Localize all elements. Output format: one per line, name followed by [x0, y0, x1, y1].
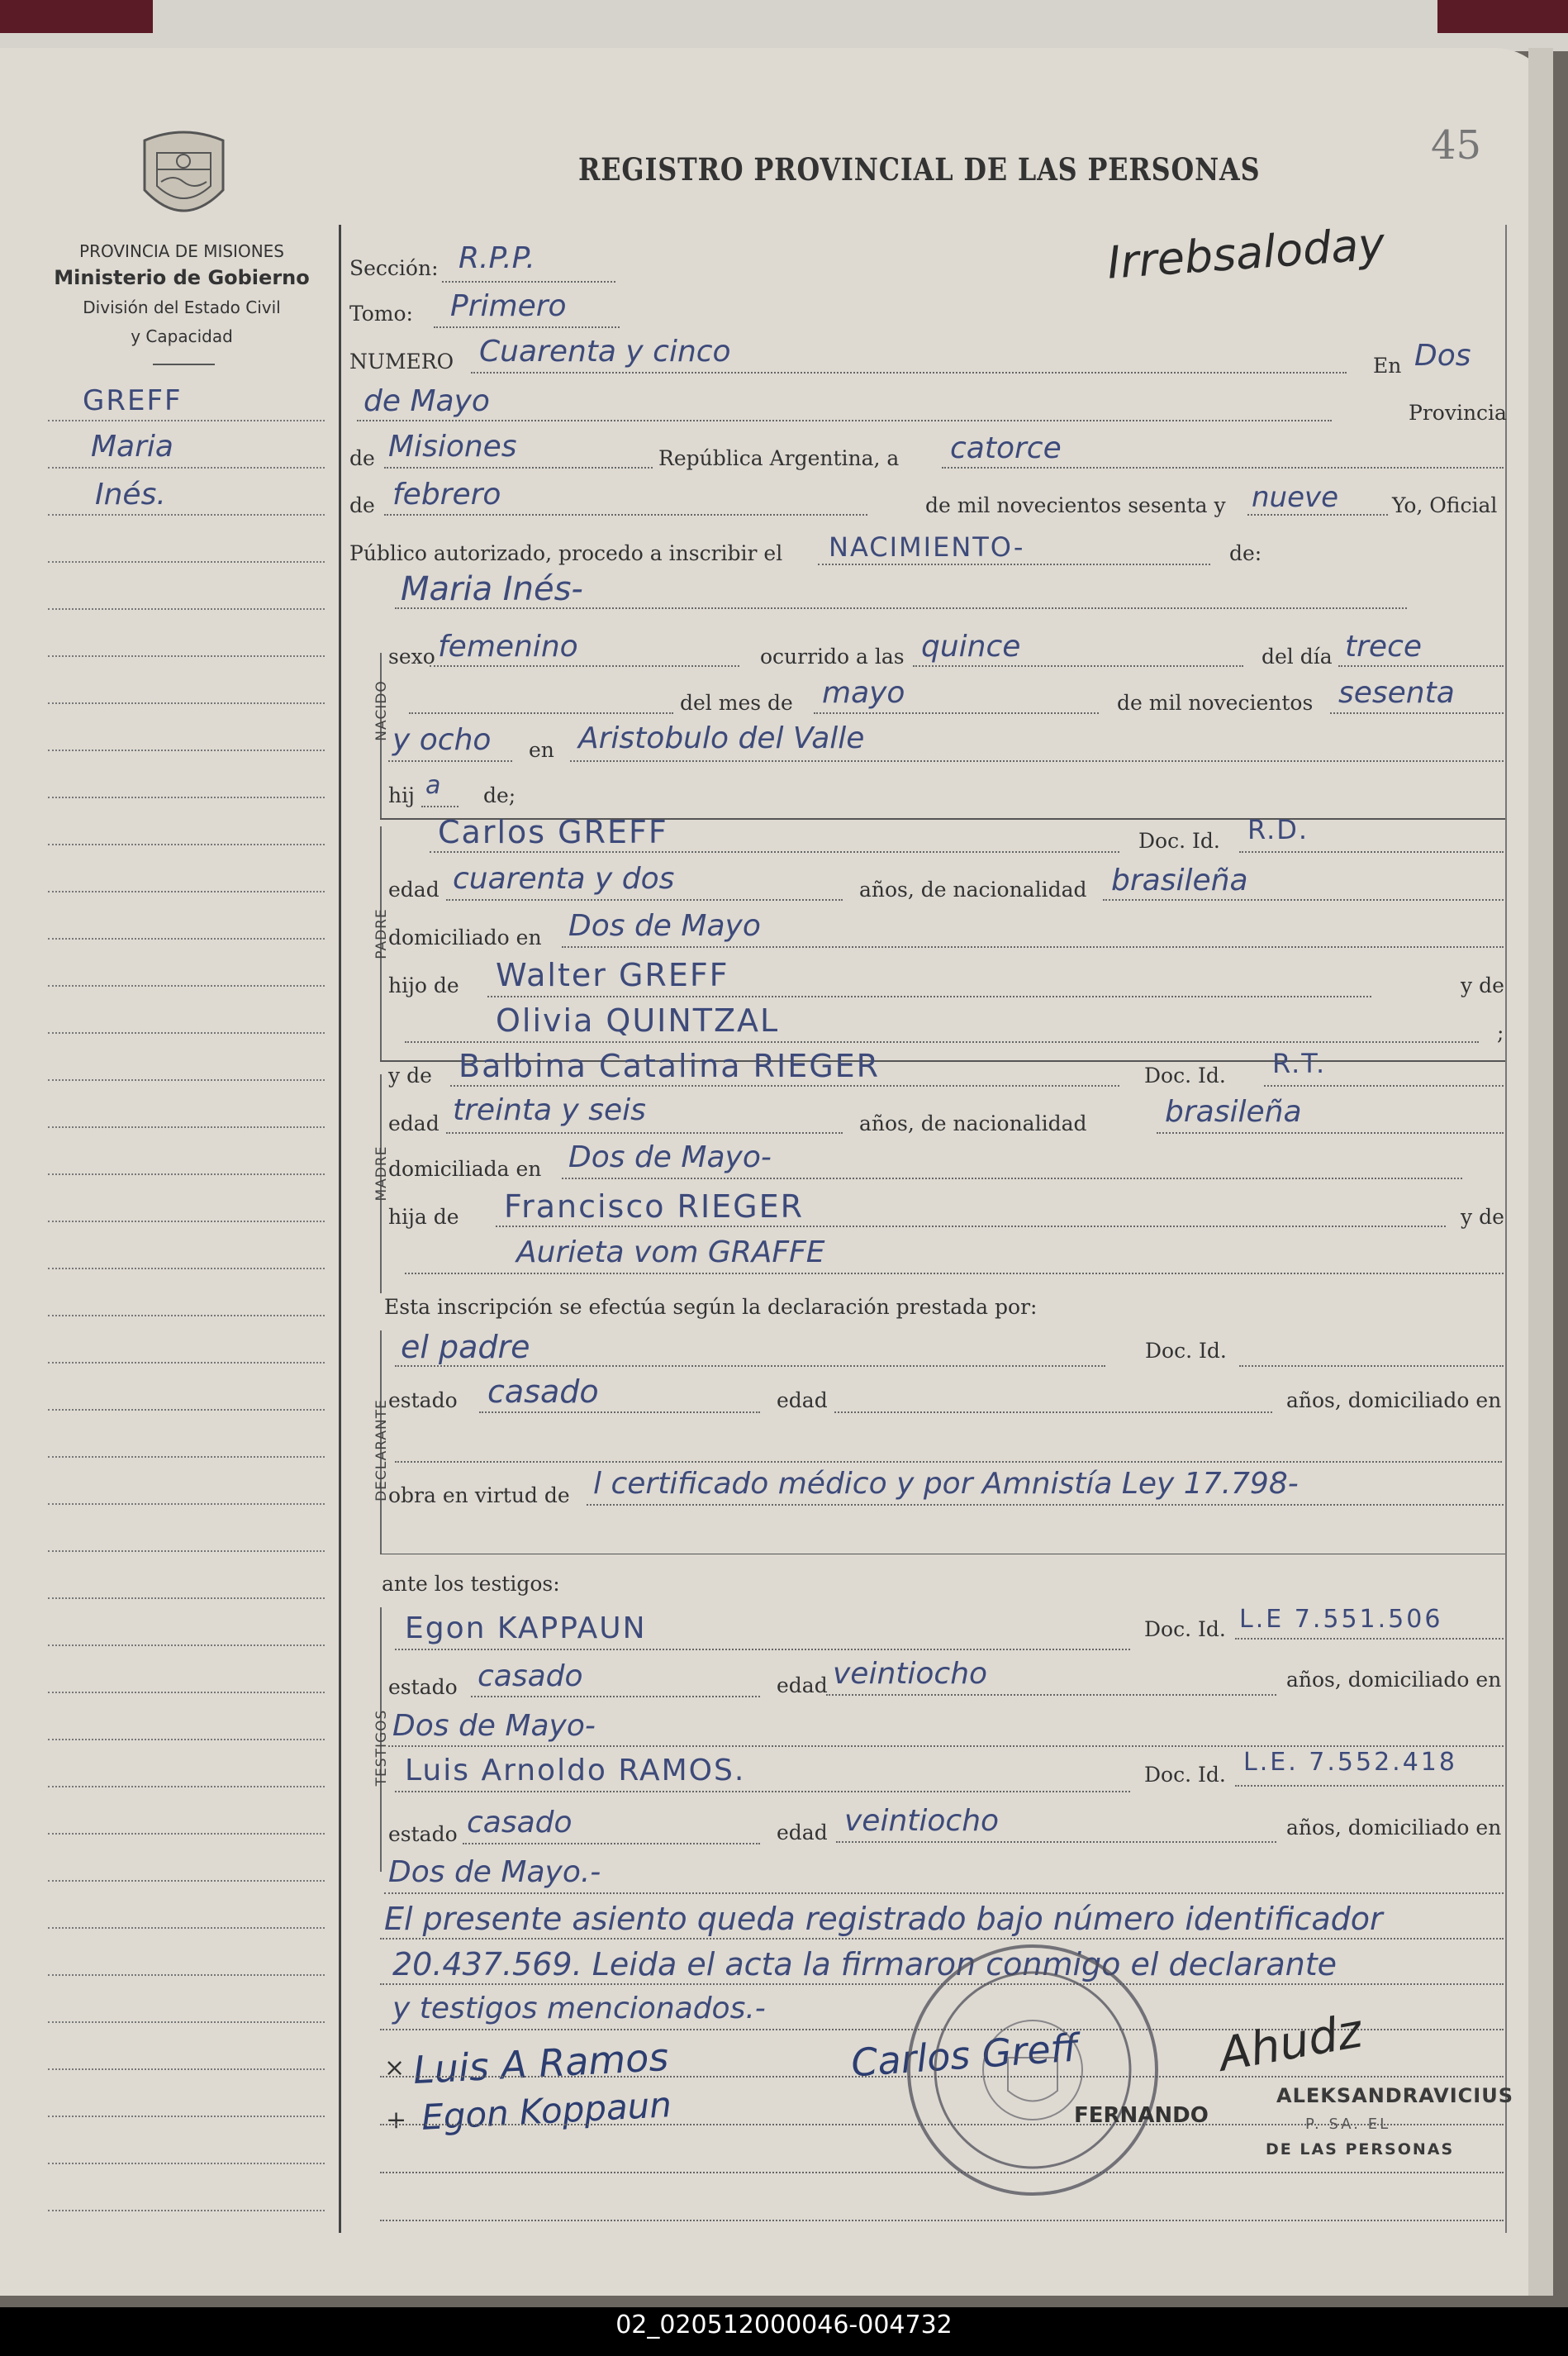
- field-line: [388, 1745, 1504, 1747]
- field-line: [1235, 1638, 1504, 1640]
- margin-line: [48, 467, 325, 469]
- hij-value: a: [425, 771, 441, 800]
- dia-value: catorce: [950, 431, 1062, 465]
- anio-value: nueve: [1252, 481, 1339, 514]
- madre-domicilio: Dos de Mayo-: [568, 1140, 772, 1174]
- field-line: [1157, 1132, 1504, 1134]
- hij-label: hij: [388, 783, 415, 807]
- testigo2-edad-label: edad: [777, 1821, 828, 1844]
- de-label: de: [349, 446, 375, 470]
- declarante-estado-label: estado: [388, 1388, 458, 1412]
- header-rule: [153, 364, 215, 365]
- margin-line: [48, 1692, 325, 1693]
- margin-line: [48, 1927, 325, 1929]
- field-line: [405, 1041, 1479, 1043]
- acto-value: NACIMIENTO-: [829, 531, 1025, 563]
- del-mes-label: del mes de: [680, 691, 793, 715]
- ministry-heading: Ministerio de Gobierno: [54, 266, 310, 289]
- nacido-nombre: Maria Inés-: [401, 570, 583, 608]
- anio-value-2: y ocho: [392, 723, 492, 757]
- field-line: [409, 712, 673, 714]
- signature-egon: Egon Koppaun: [420, 2084, 672, 2138]
- book-cover-edge: [0, 0, 153, 33]
- signature-luis-ramos: Luis A Ramos: [411, 2034, 670, 2093]
- scan-id: 02_020512000046-004732: [615, 2311, 953, 2339]
- field-line: [395, 1365, 1105, 1367]
- declarante-domicilio-label: años, domiciliado en: [1286, 1388, 1502, 1412]
- madre-madre: Aurieta vom GRAFFE: [516, 1235, 825, 1269]
- field-line: [826, 1694, 1276, 1696]
- field-line: [442, 281, 615, 283]
- margin-line: [48, 1032, 325, 1034]
- field-line: [395, 607, 1407, 609]
- field-line: [430, 851, 1119, 853]
- numero-label: NUMERO: [349, 350, 454, 374]
- field-line: [395, 1649, 1130, 1650]
- signature-cross: +: [386, 2106, 407, 2135]
- madre-nacionalidad-label: años, de nacionalidad: [859, 1111, 1087, 1135]
- margin-line: [48, 844, 325, 845]
- mes-value: mayo: [822, 676, 905, 710]
- testigo2-domicilio-label: años, domiciliado en: [1286, 1816, 1502, 1840]
- main-frame-right: [1505, 225, 1507, 2233]
- field-line: [1330, 712, 1504, 714]
- margin-line: [48, 1503, 325, 1505]
- margin-line: [48, 1079, 325, 1081]
- field-line: [421, 806, 459, 807]
- en-value: Dos: [1414, 339, 1471, 373]
- margin-line: [48, 1268, 325, 1269]
- testigo1-nombre: Egon KAPPAUN: [405, 1611, 647, 1645]
- section-madre: MADRE: [373, 1145, 390, 1202]
- registrar-signature: Irrebsaloday: [1105, 217, 1387, 289]
- field-line: [446, 899, 843, 901]
- hij-de-label: de;: [483, 783, 516, 807]
- declarante-nombre: el padre: [401, 1329, 530, 1365]
- field-line: [1103, 899, 1504, 901]
- page-number: 45: [1431, 122, 1482, 169]
- padre-hijo-label: hijo de: [388, 973, 459, 997]
- field-line: [1239, 851, 1504, 853]
- field-line: [570, 760, 1504, 762]
- field-line: [384, 514, 867, 516]
- field-line: [942, 467, 1504, 469]
- closing-line-1: El presente asiento queda registrado bajo número identificador: [384, 1901, 1383, 1937]
- margin-line: [48, 797, 325, 798]
- division-heading: División del Estado Civil: [83, 297, 281, 317]
- official-seal-icon: [896, 1934, 1169, 2206]
- margin-line: [48, 985, 325, 987]
- main-frame-left: [339, 225, 341, 2233]
- field-line: [818, 564, 1210, 565]
- province-heading: PROVINCIA DE MISIONES: [79, 241, 284, 261]
- tomo-label: Tomo:: [349, 302, 413, 326]
- en-label: en: [529, 738, 554, 762]
- obra-label: obra en virtud de: [388, 1483, 570, 1507]
- margin-second-name: Inés.: [95, 478, 166, 512]
- padre-madre: Olivia QUINTZAL: [496, 1002, 780, 1039]
- field-line: [471, 1696, 760, 1697]
- seccion-label: Sección:: [349, 256, 439, 280]
- previous-page-edge: [0, 0, 1568, 51]
- margin-line: [48, 1739, 325, 1740]
- margin-line: [48, 514, 325, 516]
- section-nacido: NACIDO: [373, 680, 390, 741]
- field-line: [446, 1132, 843, 1134]
- padre-domicilio-label: domiciliado en: [388, 926, 542, 950]
- sexo-label: sexo: [388, 645, 435, 669]
- madre-hija-label: hija de: [388, 1205, 459, 1229]
- margin-line: [48, 1786, 325, 1787]
- margin-first-name: Maria: [91, 430, 173, 464]
- field-line: [913, 665, 1243, 667]
- declarante-doc-label: Doc. Id.: [1145, 1339, 1227, 1363]
- testigo1-edad: veintiocho: [833, 1657, 988, 1691]
- field-line: [479, 1411, 760, 1413]
- province-crest-icon: [136, 124, 231, 231]
- lugar-value: de Mayo: [363, 384, 490, 418]
- testigo2-doc: L.E. 7.552.418: [1243, 1748, 1457, 1777]
- hora-value: quince: [921, 630, 1021, 664]
- testigos-intro: ante los testigos:: [382, 1572, 560, 1596]
- official-role: P. SA. EL: [1305, 2116, 1391, 2133]
- field-line: [450, 1085, 1119, 1087]
- margin-line: [48, 891, 325, 892]
- margin-line: [48, 1597, 325, 1599]
- field-line: [1235, 1785, 1504, 1787]
- testigo1-edad-label: edad: [777, 1673, 828, 1697]
- field-line: [384, 467, 653, 469]
- dia-value: trece: [1345, 630, 1423, 664]
- tomo-value: Primero: [450, 289, 567, 323]
- testigo1-doc: L.E 7.551.506: [1239, 1605, 1443, 1634]
- margin-line: [48, 1173, 325, 1175]
- field-line: [487, 996, 1371, 997]
- field-line: [380, 2220, 1504, 2221]
- padre-domicilio: Dos de Mayo: [568, 909, 761, 943]
- padre-edad: cuarenta y dos: [453, 862, 675, 896]
- testigo1-estado: casado: [478, 1659, 583, 1693]
- sexo-value: femenino: [438, 630, 578, 664]
- field-line: [1338, 665, 1504, 667]
- field-line: [395, 1461, 1502, 1463]
- field-line: [834, 1411, 1272, 1413]
- testigo2-edad: veintiocho: [844, 1804, 1000, 1838]
- document-title: REGISTRO PROVINCIAL DE LAS PERSONAS: [578, 151, 1261, 188]
- testigo2-estado-label: estado: [388, 1822, 458, 1846]
- page-shadow: [1528, 48, 1553, 2296]
- mil-novecientos-label: de mil novecientos: [1117, 691, 1314, 715]
- stamp-fragment: FERNANDO: [1074, 2103, 1209, 2128]
- margin-line: [48, 561, 325, 563]
- madre-edad-label: edad: [388, 1111, 440, 1135]
- field-line: [562, 946, 1504, 948]
- field-line: [430, 665, 739, 667]
- del-dia-label: del día: [1262, 645, 1333, 669]
- margin-line: [48, 1126, 325, 1128]
- margin-line: [48, 1550, 325, 1552]
- padre-doc-label: Doc. Id.: [1138, 829, 1220, 853]
- margin-line: [48, 420, 325, 421]
- oficial-label: Yo, Oficial: [1392, 493, 1498, 517]
- signature-carlos-greff: Carlos Greff: [849, 2025, 1080, 2086]
- section-padre: PADRE: [373, 908, 390, 959]
- padre-doc: R.D.: [1247, 814, 1309, 845]
- de-colon-label: de:: [1229, 541, 1262, 565]
- obra-value: l certificado médico y por Amnistía Ley 17.798-: [593, 1467, 1299, 1501]
- publico-label: Público autorizado, procedo a inscribir el: [349, 541, 783, 565]
- testigo1-domicilio: Dos de Mayo-: [392, 1709, 596, 1743]
- padre-semicolon: ;: [1497, 1021, 1504, 1045]
- field-line: [814, 712, 1099, 714]
- margin-line: [48, 2021, 325, 2023]
- official-dept: DE LAS PERSONAS: [1266, 2140, 1455, 2158]
- padre-nacionalidad: brasileña: [1111, 864, 1248, 897]
- division-heading-2: y Capacidad: [131, 326, 233, 346]
- margin-line: [48, 655, 325, 657]
- declarante-intro: Esta inscripción se efectúa según la declaración prestada por:: [384, 1295, 1038, 1319]
- declarante-estado: casado: [487, 1373, 599, 1410]
- ocurrido-label: ocurrido a las: [760, 645, 905, 669]
- mes-value: febrero: [392, 478, 501, 512]
- field-line: [587, 1504, 1504, 1506]
- margin-line: [48, 1880, 325, 1882]
- padre-yde-label: y de: [1461, 973, 1504, 997]
- en-label: En: [1373, 354, 1402, 378]
- closing-line-3: y testigos mencionados.-: [392, 1992, 766, 2025]
- field-line: [471, 372, 1347, 374]
- margin-line: [48, 702, 325, 704]
- field-line: [357, 420, 1332, 421]
- book-cover-edge-right: [1437, 0, 1568, 33]
- field-line: [1247, 514, 1388, 516]
- official-signature: Ahudz: [1214, 2004, 1366, 2082]
- field-line: [562, 1178, 1462, 1179]
- field-line: [836, 1841, 1276, 1843]
- declarante-edad-label: edad: [777, 1388, 828, 1412]
- seccion-value: R.P.P.: [459, 241, 535, 275]
- margin-line: [48, 1221, 325, 1222]
- margin-line: [48, 1409, 325, 1411]
- closing-line-2: 20.437.569. Leida el acta la firmaron conmigo el declarante: [392, 1946, 1337, 1982]
- margin-line: [48, 750, 325, 751]
- testigo1-domicilio-label: años, domiciliado en: [1286, 1668, 1502, 1692]
- provincia-value: Misiones: [388, 430, 517, 464]
- field-line: [463, 1843, 760, 1844]
- margin-line: [48, 1362, 325, 1364]
- section-testigos: TESTIGOS: [373, 1709, 390, 1787]
- madre-doc: R.T.: [1272, 1048, 1327, 1079]
- madre-doc-label: Doc. Id.: [1144, 1064, 1226, 1088]
- numero-value: Cuarenta y cinco: [479, 335, 731, 369]
- madre-padre: Francisco RIEGER: [504, 1188, 805, 1225]
- field-line: [1264, 1085, 1504, 1087]
- field-line: [405, 1273, 1504, 1274]
- field-line: [496, 1226, 1446, 1227]
- republica-label: República Argentina, a: [658, 446, 900, 470]
- margin-line: [48, 2210, 325, 2211]
- margin-surname: GREFF: [83, 384, 183, 417]
- lugar-nacimiento: Aristobulo del Valle: [578, 721, 865, 755]
- de-label-2: de: [349, 493, 375, 517]
- padre-nombre: Carlos GREFF: [438, 814, 668, 850]
- provincia-label: Provincia: [1409, 401, 1507, 425]
- field-line: [395, 1791, 1130, 1792]
- margin-line: [48, 1974, 325, 1976]
- margin-line: [48, 2163, 325, 2164]
- field-line: [388, 760, 512, 762]
- margin-line: [48, 1833, 325, 1835]
- mil-label: de mil novecientos sesenta y: [925, 493, 1226, 517]
- testigo2-nombre: Luis Arnoldo RAMOS.: [405, 1754, 746, 1787]
- madre-edad: treinta y seis: [453, 1093, 646, 1127]
- madre-nombre: Balbina Catalina RIEGER: [459, 1048, 881, 1084]
- testigo2-doc-label: Doc. Id.: [1144, 1763, 1226, 1787]
- field-line: [434, 326, 620, 328]
- margin-line: [48, 608, 325, 610]
- margin-line: [48, 1644, 325, 1646]
- testigo2-domicilio: Dos de Mayo.-: [388, 1855, 601, 1889]
- padre-padre: Walter GREFF: [496, 957, 729, 993]
- testigo1-estado-label: estado: [388, 1675, 458, 1699]
- padre-edad-label: edad: [388, 878, 440, 902]
- testigo1-doc-label: Doc. Id.: [1144, 1617, 1226, 1641]
- margin-line: [48, 2068, 325, 2070]
- margin-line: [48, 1456, 325, 1458]
- testigo2-estado: casado: [467, 1806, 573, 1840]
- signature-cross: ×: [384, 2054, 406, 2082]
- madre-yde-label: y de: [388, 1064, 432, 1088]
- field-line: [384, 1892, 1504, 1894]
- margin-line: [48, 938, 325, 940]
- field-line: [1239, 1365, 1504, 1367]
- official-name: ALEKSANDRAVICIUS: [1276, 2084, 1513, 2107]
- madre-yde2-label: y de: [1461, 1205, 1504, 1229]
- madre-domicilio-label: domiciliada en: [388, 1157, 542, 1181]
- margin-line: [48, 1315, 325, 1316]
- madre-nacionalidad: brasileña: [1165, 1095, 1302, 1129]
- anio-value-1: sesenta: [1338, 676, 1455, 710]
- section-declarante: DECLARANTE: [373, 1399, 390, 1502]
- margin-line: [48, 2116, 325, 2117]
- padre-nacionalidad-label: años, de nacionalidad: [859, 878, 1087, 902]
